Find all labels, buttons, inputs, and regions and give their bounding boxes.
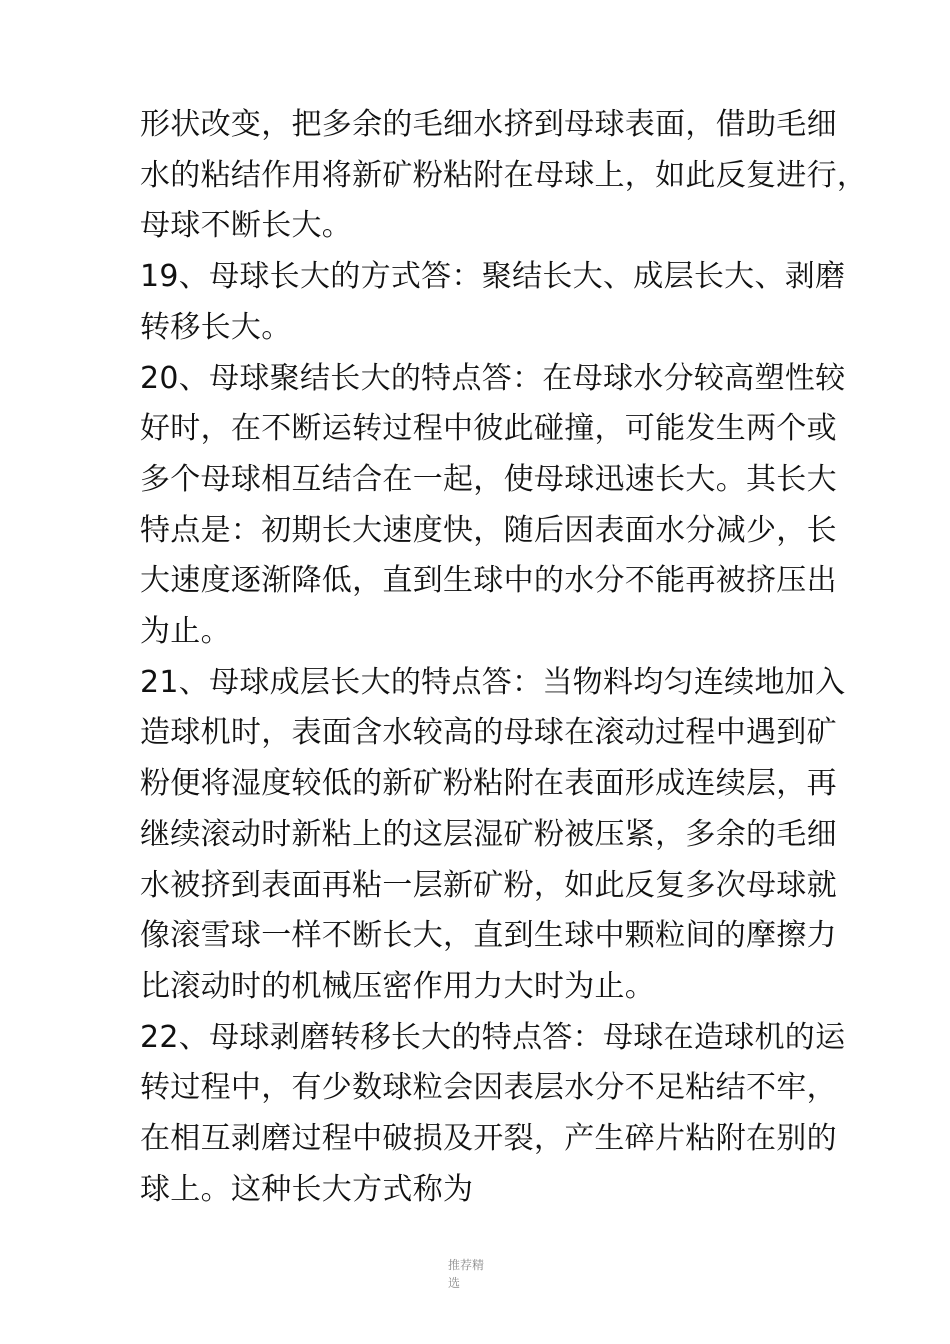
body-text	[140, 100, 868, 1215]
footer-line-1: 推荐精	[448, 1258, 485, 1272]
text-line: 比滚动时的机械压密作用力大时为止。	[140, 968, 656, 1004]
text-line: 19、母球长大的方式答：聚结长大、成层长大、剥磨	[140, 259, 846, 295]
text-line: 22、母球剥磨转移长大的特点答：母球在造球机的运	[140, 1019, 846, 1055]
text-line: 转过程中，有少数球粒会因表层水分不足粘结不牢，	[140, 1070, 837, 1106]
text-line: 水被挤到表面再粘一层新矿粉，如此反复多次母球就	[140, 867, 837, 903]
text-line: 在相互剥磨过程中破损及开裂，产生碎片粘附在别的	[140, 1121, 837, 1157]
page-footer	[448, 1256, 496, 1292]
text-line: 好时，在不断运转过程中彼此碰撞，可能发生两个或	[140, 411, 837, 447]
text-line: 20、母球聚结长大的特点答：在母球水分较高塑性较	[140, 360, 846, 396]
text-line: 母球不断长大。	[140, 208, 353, 244]
text-line: 转移长大。	[140, 309, 292, 345]
text-line: 像滚雪球一样不断长大，直到生球中颗粒间的摩擦力	[140, 918, 837, 954]
text-line: 水的粘结作用将新矿粉粘附在母球上，如此反复进行，	[140, 157, 868, 193]
text-line: 造球机时，表面含水较高的母球在滚动过程中遇到矿	[140, 715, 837, 751]
text-line: 为止。	[140, 614, 231, 650]
text-line: 21、母球成层长大的特点答：当物料均匀连续地加入	[140, 664, 846, 700]
text-line: 形状改变，把多余的毛细水挤到母球表面，借助毛细	[140, 107, 837, 142]
text-line: 球上。这种长大方式称为	[140, 1171, 474, 1207]
text-line: 特点是：初期长大速度快，随后因表面水分减少，长	[140, 512, 837, 548]
text-line: 多个母球相互结合在一起，使母球迅速长大。其长大	[140, 461, 837, 497]
text-line: 继续滚动时新粘上的这层湿矿粉被压紧，多余的毛细	[140, 816, 837, 852]
footer-line-2: 选	[448, 1276, 461, 1290]
text-line: 粉便将湿度较低的新矿粉粘附在表面形成连续层，再	[140, 766, 837, 802]
text-line: 大速度逐渐降低，直到生球中的水分不能再被挤压出	[140, 563, 837, 599]
